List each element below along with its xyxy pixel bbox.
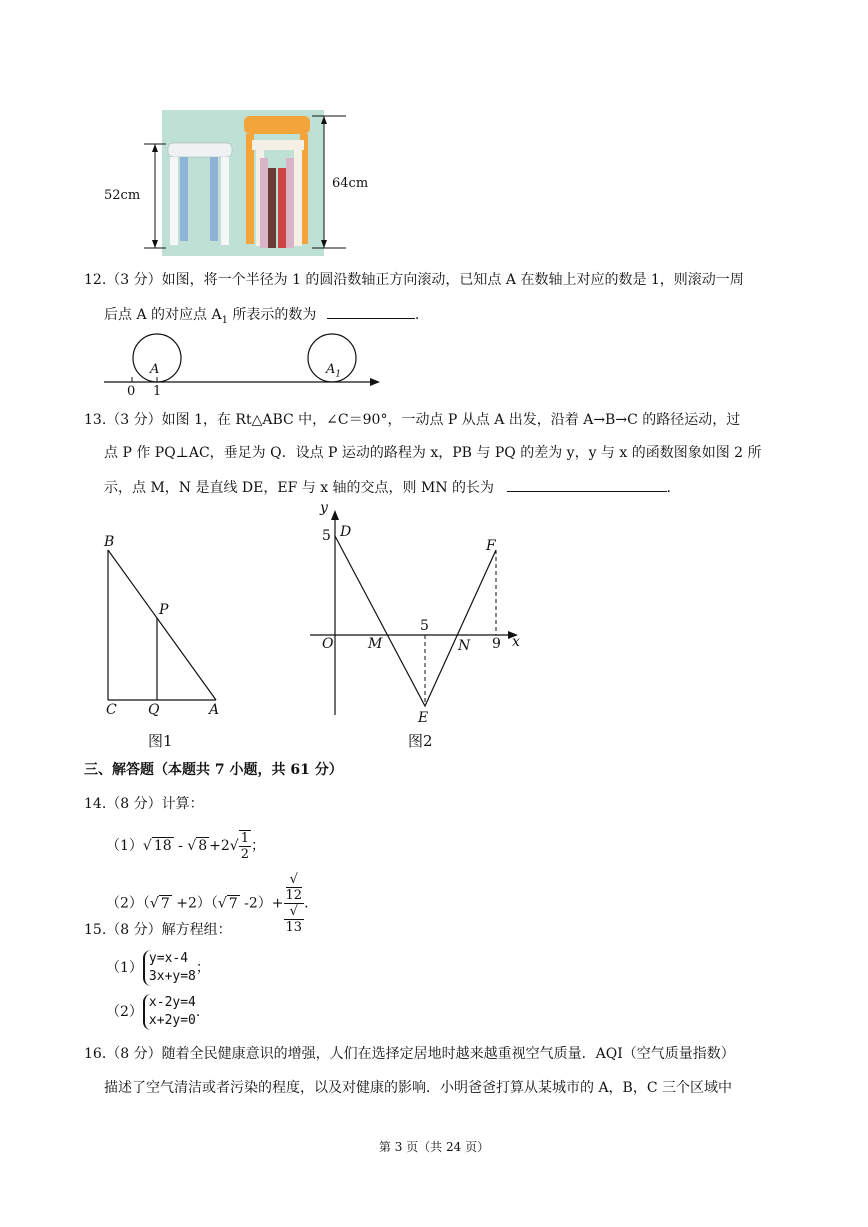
q14-p1-label: （1）: [106, 838, 143, 854]
fig2-x: x: [512, 634, 520, 650]
q12-line2-text-b: 所表示的数为: [227, 307, 317, 323]
fig1-C: C: [106, 702, 117, 718]
fig2-E: E: [418, 710, 429, 726]
q15-p1-system: [143, 950, 196, 986]
fig2-five-x: 5: [420, 618, 429, 634]
q15-part1: [106, 948, 210, 988]
fig2-N: N: [458, 638, 471, 654]
q15-p1-label: （1）: [106, 960, 143, 976]
q14-part2: （2）（√ 7 +2）（√ 7 -2）+ √ 12 √ 13 .: [106, 872, 309, 935]
q14-p1-radicand1: 18: [153, 838, 172, 854]
label-zero: 0: [127, 384, 136, 399]
q12-line1: 12.（3 分）如图，将一个半径为 1 的圆沿数轴正方向滚动，已知点 A 在数轴上对应的数是 1，则滚动一周: [84, 272, 744, 288]
q15-p1-eq1: y=x-4: [148, 951, 189, 966]
section-3-heading: 三、解答题（本题共 7 小题，共 61 分）: [84, 762, 343, 778]
q13-answer-blank[interactable]: [507, 477, 667, 492]
label-A1-main: A: [326, 362, 336, 377]
label-A: A: [150, 362, 160, 377]
q14-p1-end: ；: [251, 838, 265, 854]
fig2-M: M: [368, 636, 383, 652]
label-A1: [326, 362, 341, 380]
label-A1-sub: 1: [335, 369, 342, 380]
fig2-nine: 9: [492, 636, 501, 652]
q14-p1-num: 1: [240, 831, 249, 846]
q12-line2: [104, 304, 419, 331]
q14-part1: （1）√ 18 - √ 8 +2√ $\frac{1}{2}$ ；: [106, 831, 265, 862]
fig2-O: O: [322, 636, 334, 652]
arrow-icon: [370, 378, 380, 386]
q14-p2-radicand2: 7: [228, 895, 238, 912]
fig1-B: B: [104, 534, 115, 550]
q14-p2-den: √ 13: [285, 904, 303, 935]
y-arrow-icon: [331, 510, 339, 520]
q12-answer-blank[interactable]: [327, 304, 415, 319]
q12-line2-sub: 1: [221, 314, 228, 326]
q14-p1-radicand2: 8: [198, 838, 208, 854]
q15-p2-end: .: [195, 1004, 201, 1020]
q13-fig2: [300, 500, 530, 730]
q14-p2-fraction: [284, 872, 305, 935]
q12-line2-end: .: [414, 307, 420, 323]
q14-title: 14.（8 分）计算：: [84, 796, 204, 812]
fig2-D: D: [340, 524, 352, 540]
q13-line3-text: 示，点 M，N 是直线 DE，EF 与 x 轴的交点，则 MN 的长为: [104, 480, 495, 496]
q15-p1-end: ；: [195, 960, 210, 976]
q14-p2-den-val: 13: [285, 920, 303, 935]
fig1-A: A: [209, 702, 220, 718]
q15-p1-eq2: 3x+y=8: [148, 969, 196, 984]
q12-number-line-figure: [100, 330, 390, 402]
q15-p2-eq2: x+2y=0: [148, 1013, 196, 1028]
fig2-five-y: 5: [322, 528, 331, 544]
fig1-P: P: [159, 602, 169, 618]
q16-line1: 16.（8 分）随着全民健康意识的增强，人们在选择定居地时越来越重视空气质量．AQI（空气质量指数）: [84, 1046, 735, 1062]
function-graph: [335, 536, 496, 706]
q15-p2-system: [143, 994, 196, 1030]
q13-fig1: [96, 530, 236, 730]
q14-p2-mid: +2）（: [171, 895, 218, 912]
q14-p2-mid2: -2）+: [239, 895, 284, 912]
q14-p1-fraction: [239, 830, 251, 862]
q14-p2-end: .: [304, 895, 309, 912]
q15-part2: [106, 992, 200, 1032]
fig1-Q: Q: [148, 702, 160, 718]
fig1-caption: 图1: [148, 732, 173, 750]
q13-line1: 13.（3 分）如图 1，在 Rt△ABC 中，∠C＝90°，一动点 P 从点 A 出发，沿着 A→B→C 的路径运动，过: [84, 412, 741, 428]
stool-right-height: 64cm: [332, 176, 369, 191]
q14-p2-label: （2）（: [106, 895, 150, 912]
fig2-caption: 图2: [408, 732, 433, 750]
q13-line3-end: .: [666, 480, 671, 496]
q15-p2-label: （2）: [106, 1004, 143, 1020]
q14-p1-den: 2: [240, 847, 249, 862]
page-footer: 第 3 页（共 24 页）: [378, 1140, 490, 1154]
fig2-y: y: [320, 500, 328, 516]
q12-line2-text: 后点 A 的对应点 A: [104, 307, 222, 323]
q16-line2: 描述了空气清洁或者污染的程度，以及对健康的影响．小明爸爸打算从某城市的 A，B，C 三个区域中: [104, 1080, 733, 1096]
q14-p2-num-val: 12: [285, 888, 303, 903]
q14-p2-num: √ 12: [285, 872, 303, 903]
q13-line3: [104, 477, 671, 498]
q14-p1-minus: -: [173, 838, 188, 854]
q13-line2: 点 P 作 PQ⊥AC，垂足为 Q．设点 P 运动的路程为 x，PB 与 PQ 的差为 y，y 与 x 的函数图象如图 2 所: [104, 445, 762, 461]
stool-left-height: 52cm: [104, 188, 141, 203]
q15-p2-eq1: x-2y=4: [148, 995, 196, 1010]
q14-p1-plus2: +2: [209, 838, 230, 854]
fig2-F: F: [486, 538, 496, 554]
label-one: 1: [153, 384, 162, 399]
q15-title: 15.（8 分）解方程组：: [84, 922, 232, 938]
q14-p2-radicand1: 7: [160, 895, 170, 912]
